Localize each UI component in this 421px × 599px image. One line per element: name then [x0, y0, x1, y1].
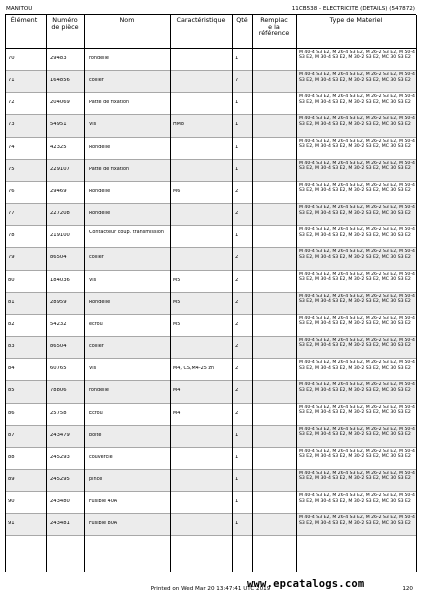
part-number-cell: 204069 [50, 100, 70, 106]
table-row [5, 226, 416, 248]
quantity-cell: 2 [235, 321, 239, 327]
part-name-cell: Vis [89, 277, 97, 283]
part-number-cell: 184036 [50, 277, 70, 283]
element-cell: 83 [8, 344, 15, 350]
equipment-type-cell: M 40-4 S3 E2, M 26-4 S3 E2, M 26-2 S3 E2, M 50-4 S3 E2, M 30-4 S3 E2, M 30-2 S3 E2, MC 30 S3 E2 [299, 138, 415, 150]
quantity-cell: 1 [235, 432, 239, 438]
part-number-cell: 243479 [50, 432, 70, 438]
equipment-type-cell: M 40-4 S3 E2, M 26-4 S3 E2, M 26-2 S3 E2, M 50-4 S3 E2, M 30-4 S3 E2, M 30-2 S3 E2, MC 30 S3 E2 [299, 293, 415, 305]
part-number-cell: 29469 [50, 188, 67, 194]
part-name-cell: Fusible 80A [89, 521, 118, 527]
element-cell: 86 [8, 410, 15, 416]
equipment-type-cell: M 40-4 S3 E2, M 26-4 S3 E2, M 26-2 S3 E2, M 50-4 S3 E2, M 30-4 S3 E2, M 30-2 S3 E2, MC 30 S3 E2 [299, 205, 415, 216]
table-row [5, 448, 416, 470]
table-row [5, 204, 416, 226]
part-name-cell: Patte de fixation [89, 100, 130, 106]
brand-name: MANITOU [6, 6, 33, 12]
print-timestamp: Printed on Wed Mar 20 13:47:41 UTC 2019 [150, 586, 271, 592]
element-cell: 90 [8, 499, 15, 505]
characteristic-cell: M4 [173, 388, 181, 394]
part-name-cell: collier [89, 344, 104, 350]
element-cell: 79 [8, 255, 15, 261]
quantity-cell: 2 [235, 366, 239, 372]
part-number-cell: 86504 [50, 344, 67, 350]
part-name-cell: Patte de fixation [89, 166, 130, 172]
part-number-cell: 60765 [50, 366, 67, 372]
element-cell: 76 [8, 188, 15, 194]
table-row [5, 404, 416, 426]
column-header-equipment-type: Type de Materiel [329, 16, 383, 24]
characteristic-cell: M5 [173, 321, 181, 327]
element-cell: 87 [8, 432, 15, 438]
part-name-cell: Ecrou [89, 410, 103, 416]
quantity-cell: 1 [235, 521, 239, 527]
characteristic-cell: M4 [173, 410, 181, 416]
equipment-type-cell: M 40-4 S3 E2, M 26-4 S3 E2, M 26-2 S3 E2, M 50-4 S3 E2, M 30-4 S3 E2, M 30-2 S3 E2, MC 30 S3 E2 [299, 227, 415, 238]
quantity-cell: 1 [235, 476, 239, 482]
equipment-type-cell: M 40-4 S3 E2, M 26-4 S3 E2, M 26-2 S3 E2, M 50-4 S3 E2, M 30-4 S3 E2, M 30-2 S3 E2, MC 30 S3 E2 [299, 382, 415, 393]
equipment-type-cell: M 40-4 S3 E2, M 26-4 S3 E2, M 26-2 S3 E2, M 50-4 S3 E2, M 30-4 S3 E2, M 30-2 S3 E2, MC 30 S3 E2 [299, 448, 415, 460]
element-cell: 85 [8, 388, 15, 394]
element-cell: 71 [8, 78, 15, 84]
equipment-type-cell: M 40-4 S3 E2, M 26-4 S3 E2, M 26-2 S3 E2, M 50-4 S3 E2, M 30-4 S3 E2, M 30-2 S3 E2, MC 30 S3 E2 [299, 493, 415, 504]
equipment-type-cell: M 40-4 S3 E2, M 26-4 S3 E2, M 26-2 S3 E2, M 50-4 S3 E2, M 30-4 S3 E2, M 30-2 S3 E2, MC 30 S3 E2 [299, 360, 415, 371]
part-number-cell: 54232 [50, 321, 67, 327]
equipment-type-cell: M 40-4 S3 E2, M 26-4 S3 E2, M 26-2 S3 E2, M 50-4 S3 E2, M 30-4 S3 E2, M 30-2 S3 E2, MC 30 S3 E2 [299, 72, 415, 83]
part-number-cell: 42325 [50, 144, 67, 150]
table-row [5, 138, 416, 160]
characteristic-cell: M6 [173, 188, 181, 194]
quantity-cell: 1 [235, 56, 239, 61]
element-cell: 80 [8, 277, 15, 283]
part-name-cell: Contacteur coup. transmission [89, 230, 164, 236]
part-name-cell: ecrou [89, 321, 103, 327]
table-row [5, 115, 416, 137]
table-row [5, 337, 416, 359]
table-row [5, 49, 416, 71]
table-row [5, 93, 416, 115]
part-name-cell: couvercle [89, 454, 113, 460]
quantity-cell: 7 [235, 78, 239, 84]
element-cell: 78 [8, 233, 15, 239]
quantity-cell: 2 [235, 211, 239, 217]
quantity-cell: 1 [235, 166, 239, 172]
element-cell: 77 [8, 211, 15, 217]
part-number-cell: 28959 [50, 299, 67, 305]
table-row [5, 293, 416, 315]
column-header-element: Élément [10, 16, 38, 24]
column-divider [84, 15, 85, 572]
quantity-cell: 1 [235, 233, 239, 239]
part-number-cell: 243480 [50, 499, 70, 505]
equipment-type-cell: M 40-4 S3 E2, M 26-4 S3 E2, M 26-2 S3 E2, M 50-4 S3 E2, M 30-4 S3 E2, M 30-2 S3 E2, MC 30 S3 E2 [299, 160, 415, 172]
equipment-type-cell: M 40-4 S3 E2, M 26-4 S3 E2, M 26-2 S3 E2, M 50-4 S3 E2, M 30-4 S3 E2, M 30-2 S3 E2, MC 30 S3 E2 [299, 50, 415, 61]
element-cell: 81 [8, 299, 15, 305]
part-number-cell: 227208 [50, 211, 70, 217]
part-name-cell: Vis [89, 122, 97, 128]
table-border-left [5, 15, 6, 572]
characteristic-cell: M4, CS,M4-25 zn [173, 366, 215, 372]
column-header-characteristic: Caractéristique [176, 16, 226, 24]
part-number-cell: 54951 [50, 122, 67, 128]
column-header-name: Nom [119, 16, 135, 24]
part-number-cell: 219100 [50, 233, 70, 239]
table-row [5, 315, 416, 337]
quantity-cell: 2 [235, 410, 239, 416]
table-row [5, 271, 416, 293]
part-name-cell: collier [89, 255, 104, 261]
table-row [5, 381, 416, 403]
element-cell: 88 [8, 454, 15, 460]
element-cell: 73 [8, 122, 15, 128]
part-number-cell: 29483 [50, 56, 67, 61]
column-header-replacement: Remplac e la référence [258, 16, 290, 38]
quantity-cell: 1 [235, 144, 239, 150]
quantity-cell: 1 [235, 100, 239, 106]
watermark: www.epcatalogs.com [247, 578, 365, 590]
characteristic-cell: M5 [173, 299, 181, 305]
element-cell: 91 [8, 521, 15, 527]
column-header-part-number: Numéro de pièce [51, 16, 79, 31]
part-number-cell: 229107 [50, 166, 70, 172]
page-number: 120 [402, 586, 413, 592]
document-title: 11CB538 - ELECTRICITE (DETAILS) (547872) [291, 6, 415, 12]
table-border-right [416, 15, 417, 572]
column-divider [296, 15, 297, 572]
table-row [5, 359, 416, 381]
equipment-type-cell: M 40-4 S3 E2, M 26-4 S3 E2, M 26-2 S3 E2, M 50-4 S3 E2, M 30-4 S3 E2, M 30-2 S3 E2, MC 30 S3 E2 [299, 271, 415, 282]
part-name-cell: Rondelle [89, 188, 111, 194]
part-name-cell: collier [89, 78, 104, 84]
element-cell: 74 [8, 144, 15, 150]
part-name-cell: boite [89, 432, 102, 438]
part-number-cell: 245295 [50, 476, 70, 482]
quantity-cell: 2 [235, 388, 239, 394]
characteristic-cell: M5 [173, 277, 181, 283]
equipment-type-cell: M 40-4 S3 E2, M 26-4 S3 E2, M 26-2 S3 E2, M 50-4 S3 E2, M 30-4 S3 E2, M 30-2 S3 E2, MC 30 S3 E2 [299, 315, 415, 327]
parts-table-body [5, 49, 416, 536]
table-row [5, 492, 416, 514]
part-number-cell: 245293 [50, 454, 70, 460]
part-number-cell: 25758 [50, 410, 67, 416]
table-row [5, 248, 416, 270]
equipment-type-cell: M 40-4 S3 E2, M 26-4 S3 E2, M 26-2 S3 E2, M 50-4 S3 E2, M 30-4 S3 E2, M 30-2 S3 E2, MC 30 S3 E2 [299, 404, 415, 415]
column-divider [232, 15, 233, 572]
element-cell: 82 [8, 321, 15, 327]
quantity-cell: 2 [235, 299, 239, 305]
element-cell: 70 [8, 56, 15, 61]
part-name-cell: Fusible 40A [89, 499, 118, 505]
part-name-cell: Rondelle [89, 299, 111, 305]
table-row [5, 71, 416, 93]
equipment-type-cell: M 40-4 S3 E2, M 26-4 S3 E2, M 26-2 S3 E2, M 50-4 S3 E2, M 30-4 S3 E2, M 30-2 S3 E2, MC 30 S3 E2 [299, 515, 415, 526]
table-row [5, 160, 416, 182]
quantity-cell: 1 [235, 122, 239, 128]
part-name-cell: rondelle [89, 388, 109, 394]
header-divider [5, 14, 416, 15]
quantity-cell: 2 [235, 255, 239, 261]
part-number-cell: 243481 [50, 521, 70, 527]
element-cell: 84 [8, 366, 15, 372]
equipment-type-cell: M 40-4 S3 E2, M 26-4 S3 E2, M 26-2 S3 E2, M 50-4 S3 E2, M 30-4 S3 E2, M 30-2 S3 E2, MC 30 S3 E2 [299, 94, 415, 105]
equipment-type-cell: M 40-4 S3 E2, M 26-4 S3 E2, M 26-2 S3 E2, M 50-4 S3 E2, M 30-4 S3 E2, M 30-2 S3 E2, MC 30 S3 E2 [299, 470, 415, 482]
characteristic-cell: HM8 [173, 122, 185, 128]
part-name-cell: Rondelle [89, 144, 111, 150]
part-number-cell: 164856 [50, 78, 70, 84]
element-cell: 89 [8, 476, 15, 482]
part-name-cell: rondelle [89, 56, 109, 61]
element-cell: 75 [8, 166, 15, 172]
table-row [5, 470, 416, 492]
column-divider [170, 15, 171, 572]
equipment-type-cell: M 40-4 S3 E2, M 26-4 S3 E2, M 26-2 S3 E2, M 50-4 S3 E2, M 30-4 S3 E2, M 30-2 S3 E2, MC 30 S3 E2 [299, 426, 415, 438]
equipment-type-cell: M 40-4 S3 E2, M 26-4 S3 E2, M 26-2 S3 E2, M 50-4 S3 E2, M 30-4 S3 E2, M 30-2 S3 E2, MC 30 S3 E2 [299, 338, 415, 349]
column-divider [46, 15, 47, 572]
quantity-cell: 1 [235, 499, 239, 505]
element-cell: 72 [8, 100, 15, 106]
part-name-cell: Vis [89, 366, 97, 372]
part-name-cell: pince [89, 476, 103, 482]
quantity-cell: 1 [235, 454, 239, 460]
equipment-type-cell: M 40-4 S3 E2, M 26-4 S3 E2, M 26-2 S3 E2, M 50-4 S3 E2, M 30-4 S3 E2, M 30-2 S3 E2, MC 30 S3 E2 [299, 249, 415, 260]
quantity-cell: 2 [235, 188, 239, 194]
table-row [5, 514, 416, 536]
column-header-quantity: Qté [236, 16, 248, 24]
part-number-cell: 86504 [50, 255, 67, 261]
part-number-cell: 78806 [50, 388, 67, 394]
table-row [5, 182, 416, 204]
column-divider [252, 15, 253, 572]
table-row [5, 426, 416, 448]
quantity-cell: 2 [235, 277, 239, 283]
part-name-cell: Rondelle [89, 211, 111, 217]
quantity-cell: 2 [235, 344, 239, 350]
equipment-type-cell: M 40-4 S3 E2, M 26-4 S3 E2, M 26-2 S3 E2, M 50-4 S3 E2, M 30-4 S3 E2, M 30-2 S3 E2, MC 30 S3 E2 [299, 182, 415, 194]
equipment-type-cell: M 40-4 S3 E2, M 26-4 S3 E2, M 26-2 S3 E2, M 50-4 S3 E2, M 30-4 S3 E2, M 30-2 S3 E2, MC 30 S3 E2 [299, 116, 415, 127]
